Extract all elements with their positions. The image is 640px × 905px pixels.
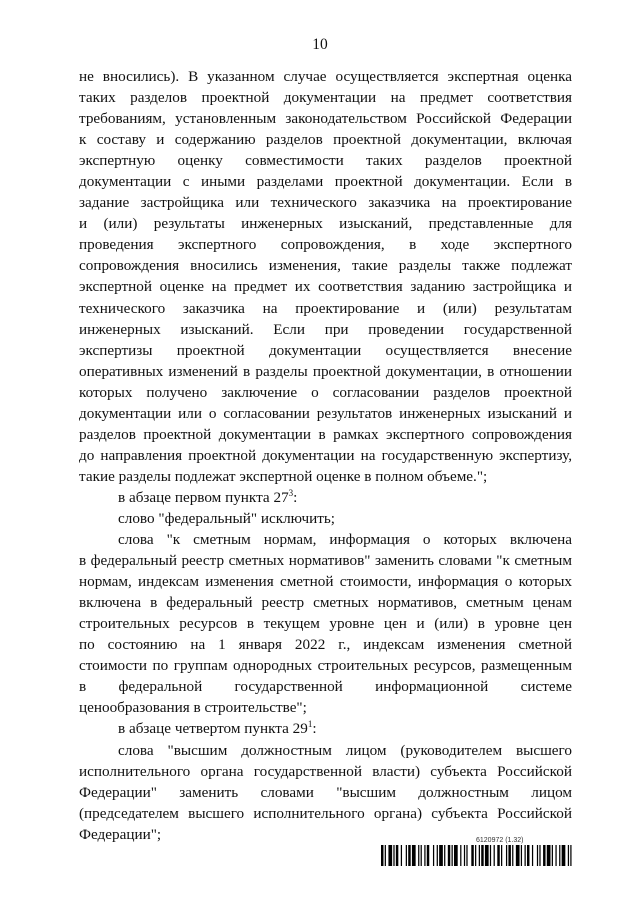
barcode-bar [421,845,422,866]
intro-lines-line: экспертной оценке на предмет их соответствия заданию застройщика и [79,278,572,296]
barcode-bar [408,845,410,866]
intro-lines-line: и (или) результаты инженерных изысканий, представленные для [79,215,572,233]
barcode-bar [401,845,402,866]
paragraph-smeta [79,529,572,718]
paragraph-item-29 [79,718,572,739]
smeta-lines-line: по состоянию на 1 января 2022 г., индексам изменения сметной [79,636,572,654]
item-27-suffix: : [293,488,298,506]
paragraph-intro [79,66,572,487]
barcode-bar [452,845,453,866]
barcode-bar [479,845,480,866]
barcode-bar [537,845,538,866]
barcode-bar [501,845,502,866]
smeta-lines-line: включена в федеральный реестр сметных нормативов, сметным ценам [79,594,572,612]
barcode-bar [490,845,491,866]
barcode-bar [439,845,443,866]
intro-lines-line: инженерных изысканий. Если при проведении государственной [79,320,572,338]
intro-lines-line: экспертизы проектной документации осуществляется внесение [79,341,572,359]
intro-lines-line: сопровождения вносились изменения, такие разделы также подлежат [79,257,572,275]
barcode-bar [555,845,556,866]
intro-lines-line: задание застройщика или технического заказчика на проектирование [79,194,572,212]
barcode-bar [559,845,560,866]
item-29-suffix: : [312,720,317,738]
paragraph-official [79,740,572,845]
official-lines-line: Федерации"; [79,825,162,843]
intro-lines-line: таких разделов проектной документации на предмет соответствия [79,89,572,107]
barcode-bar [485,845,489,866]
barcode-bar [388,845,392,866]
barcode-bar [427,845,429,866]
barcode-bar [393,845,394,866]
smeta-lines-line: ценообразования в строительстве"; [79,699,307,717]
barcode-bar [562,845,566,866]
barcode-bar [568,845,569,866]
barcode [381,845,574,866]
barcode-bar [543,845,545,866]
intro-lines-line: разделов проектной документации в рамках экспертного сопровождения [79,425,572,443]
intro-lines-line: экспертную оценку совместимости таких разделов проектной [79,152,572,170]
barcode-bar [412,845,416,866]
paragraph-federal-excluded: слово "федеральный" исключить; [118,509,335,527]
intro-lines-line: такие разделы подлежат экспертной оценке в полном объеме."; [79,467,488,485]
item-27-superscript: 3 [288,487,294,498]
smeta-lines-line: стоимости по группам однородных строительных ресурсов, размещенным [79,657,572,675]
barcode-bar [406,845,407,866]
official-lines-line: (председателем высшего исполнительного органа) субъекта Российской [79,804,572,822]
document-body [79,66,572,845]
barcode-bar [466,845,467,866]
official-lines-line: Федерации" заменить словами "высшим должностным лицом [79,783,572,801]
barcode-bar [454,845,458,866]
barcode-bar [418,845,419,866]
intro-lines-line: до направления проектной документации на государственную экспертизу, [79,446,572,464]
barcode-bar [506,845,507,866]
barcode-bar [516,845,520,866]
barcode-bar [444,845,445,866]
barcode-bar [433,845,434,866]
intro-lines-line: проведения экспертного сопровождения, в ходе экспертного [79,236,572,254]
intro-lines-line: не вносились). В указанном случае осуществляется экспертная оценка [79,68,572,85]
smeta-lines-line: в федеральной государственной информационной системе [79,678,572,696]
barcode-bar [539,845,540,866]
official-lines-line: слова "высшим должностным лицом (руководителем высшего [118,741,572,759]
smeta-lines-line: в федеральный реестр сметных нормативов" заменить словами "к сметным [79,552,572,570]
item-27-prefix: в абзаце первом пункта 27 [118,488,289,506]
smeta-lines-line: слова "к сметным нормам, информация о которых включена [118,531,572,549]
barcode-bar [385,845,386,866]
intro-lines-line: документации с иными разделами проектной документации. Если в [79,173,572,191]
barcode-bar [525,845,526,866]
page-number: 10 [312,36,328,53]
barcode-bar [508,845,510,866]
barcode-bar [521,845,522,866]
intro-lines-line: документации или о согласовании результатов инженерных изысканий и [79,404,572,422]
document-code: 6120972 (1.32) [476,837,524,844]
barcode-bar [475,845,476,866]
barcode-bar [512,845,513,866]
barcode-bar [424,845,425,866]
barcode-bar [464,845,465,866]
barcode-bar [396,845,398,866]
barcode-bar [547,845,551,866]
intro-lines-line: оперативных изменений в разделы проектной документации, в отношении [79,362,572,380]
barcode-bar [381,845,383,866]
paragraph-item-27 [79,487,572,508]
official-lines-line: исполнительного органа государственной власти) субъекта Российской [79,762,572,780]
barcode-bar [497,845,499,866]
barcode-bar [552,845,553,866]
barcode-bar [570,845,571,866]
smeta-lines-line: строительных ресурсов в текущем уровне цен и (или) в уровне цен [79,615,572,633]
smeta-lines-line: нормам, индексам изменения сметной стоимости, информация о которых [79,573,572,591]
barcode-bar [448,845,450,866]
item-29-prefix: в абзаце четвертом пункта 29 [118,720,308,738]
barcode-bar [460,845,461,866]
barcode-bar [471,845,473,866]
intro-lines-line: технического заказчика на проектирование и (или) результатам [79,299,572,317]
barcode-bar [481,845,483,866]
barcode-bar [532,845,533,866]
item-29-superscript: 1 [307,719,313,730]
intro-lines-line: которых получено заключение о согласовании разделов проектной [79,383,572,401]
intro-lines-line: требованиям, установленным законодательством Российской Федерации [79,110,572,128]
barcode-bar [494,845,495,866]
barcode-bar [437,845,438,866]
barcode-bar [527,845,529,866]
intro-lines-line: к составу и содержанию разделов проектной документации, включая [79,131,572,149]
